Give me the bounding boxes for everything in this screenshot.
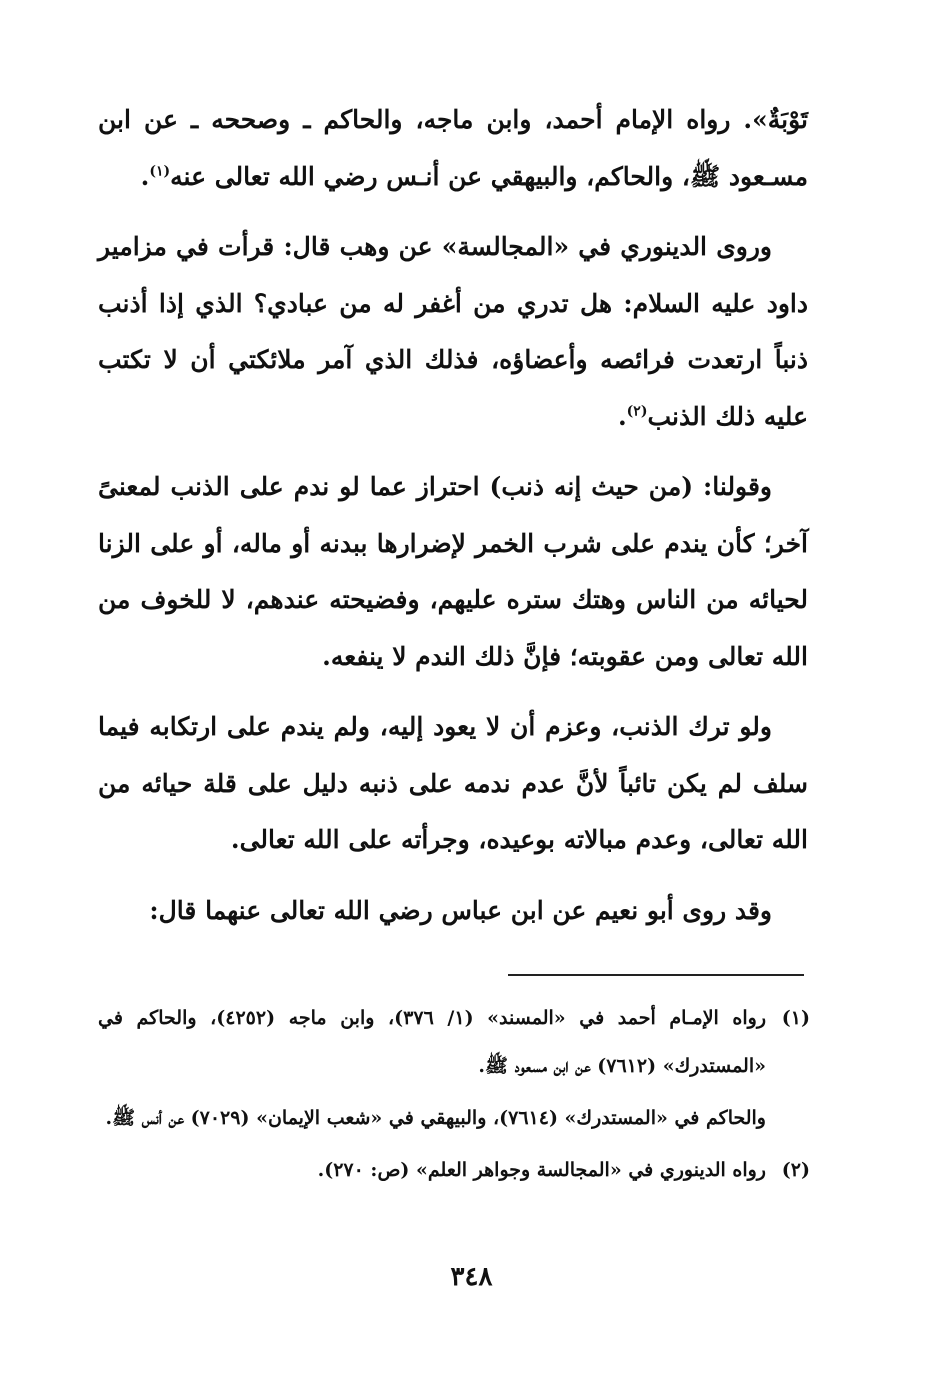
paragraph-4 — [98, 699, 808, 869]
paragraph-text: وروى الدينوري في «المجالسة» عن وهب قال: قرأت في مزامير داود عليه السلام: هل تدري من أغفر له من عبادي؟ الذي إذا أذنب ذنباً ارتعدت فرائصه وأعضاؤه، فذلك الذي آمر ملائكتي أن لا تكتب عليه ذلك الذنب — [98, 232, 808, 431]
paragraph-text: ولو ترك الذنب، وعزم أن لا يعود إليه، ولم يندم على ارتكابه فيما سلف لم يكن تائباً لأنَّ عدم ندمه على ذنبه دليل على قلة حيائه من الله تعالى، وعدم مبالاته بوعيده، وجرأته على الله تعالى. — [98, 712, 808, 854]
paragraph-2 — [98, 219, 808, 445]
paragraph-end: . — [617, 401, 627, 431]
footnote-number — [766, 1094, 810, 1142]
footnote-ref-1[interactable]: (١) — [149, 163, 171, 180]
footnote-divider — [508, 974, 804, 976]
paragraph-1 — [98, 92, 808, 205]
footnote-text: رواه الدينوري في «المجالسة وجواهر العلم» (ص: ٢٧٠). — [317, 1159, 766, 1181]
footnote-text: رواه الإمـام أحمد في «المسند» (١/ ٣٧٦)، وابن ماجه (٤٢٥٢)، والحاكم في «المستدرك» (٧٦١٢) عن ابن مسعود ﷺ. — [98, 1007, 767, 1077]
paragraph-text: وقد روى أبو نعيم عن ابن عباس رضي الله تعالى عنهما قال: — [149, 895, 772, 925]
paragraph-5 — [98, 883, 808, 940]
paragraph-text: تَوْبَةٌ». رواه الإمام أحمد، وابن ماجه، والحاكم ـ وصححه ـ عن ابن مسـعود ﷺ، والحاكم، والبيهقي عن أنـس رضي الله تعالى عنه — [98, 105, 808, 191]
footnote-text: والحاكم في «المستدرك» (٧٦١٤)، والبيهقي في «شعب الإيمان» (٧٠٢٩) عن أنس ﷺ. — [105, 1107, 766, 1129]
footnote-2 — [98, 1146, 810, 1194]
footnote-number: (٢) — [781, 1159, 810, 1181]
paragraph-end: . — [140, 161, 150, 191]
footnote-number: (١) — [781, 1007, 810, 1029]
paragraph-text: وقولنا: (من حيث إنه ذنب) احتراز عما لو ندم على الذنب لمعنىً آخر؛ كأن يندم على شرب الخمر لإضرارها ببدنه أو ماله، أو على الزنا لحيائه من الناس وهتك ستره عليهم، وفضيحته عندهم، لا للخوف من الله تعالى ومن عقوبته؛ فإنَّ ذلك الندم لا ينفعه. — [98, 472, 808, 671]
footnote-1 — [98, 994, 810, 1090]
footnotes — [98, 994, 810, 1194]
paragraph-3 — [98, 459, 808, 685]
footnote-ref-2[interactable]: (٢) — [626, 403, 648, 420]
main-text — [98, 92, 808, 939]
footnote-1-continued — [98, 1094, 810, 1142]
page-number: ٣٤٨ — [450, 1262, 493, 1292]
